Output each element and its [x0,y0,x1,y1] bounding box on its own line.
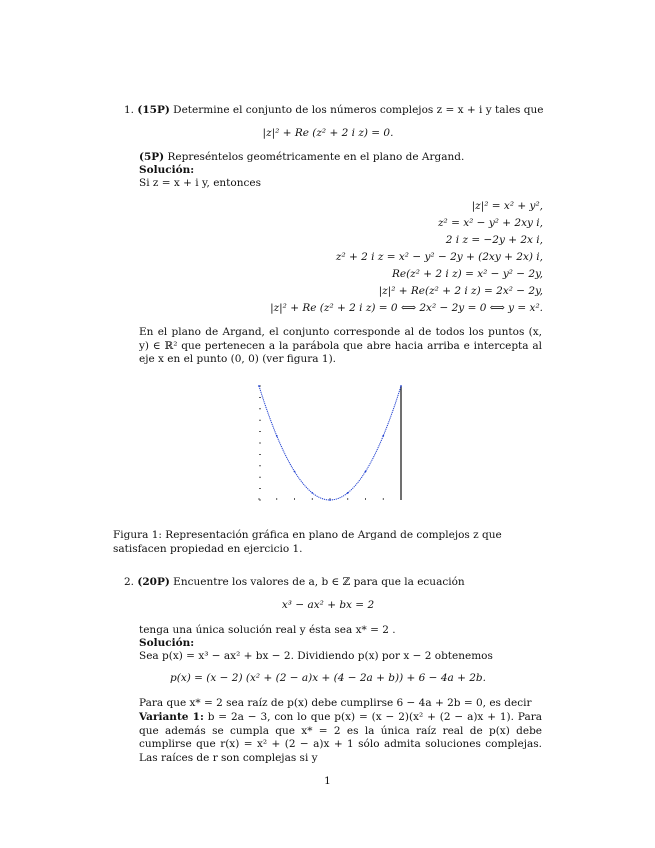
problem-number: 2. [124,576,135,588]
problem-1-heading [124,104,543,118]
parabola-point [400,385,402,387]
problem-2-condition: tenga una única solución real y ésta sea x* = 2 . [139,624,396,636]
parabola-point [347,492,349,494]
polynomial-division: p(x) = (x − 2) (x² + (2 − a)x + (4 − 2a + b)) + 6 − 4a + 2b. [170,672,486,684]
parabola-point [329,499,331,501]
problem-1-equation: |z|² + Re (z² + 2 i z) = 0. [262,127,394,139]
conclusion-paragraph: En el plano de Argand, el conjunto corresponde al de todos los puntos (x, y) ∈ ℝ² que pertenecen a la parábola que abre hacia arriba e intercepta al eje x en el punto (0, 0) (ver figura 1). [139,326,542,365]
root-condition: Para que x* = 2 sea raíz de p(x) debe cumplirse 6 − 4a + 2b = 0, es decir [139,697,532,709]
derivation-line: z² = x² − y² + 2xy i, [438,217,543,229]
solution-label: Solución: [139,164,195,176]
parabola-point [294,471,296,473]
derivation-line: |z|² + Re(z² + 2 i z) = 2x² − 2y, [378,285,543,297]
problem-2-equation: x³ − ax² + bx = 2 [281,599,375,611]
problem-points: (15P) [137,104,170,116]
parabola-curve [259,386,401,500]
parabola-point [382,435,384,437]
derivation-line: |z|² + Re (z² + 2 i z) = 0 ⟺ 2x² − 2y = 0 ⟺ y = x². [270,302,543,314]
derivation-line: Re(z² + 2 i z) = x² − y² − 2y, [391,268,543,280]
problem-statement: Encuentre los valores de a, b ∈ ℤ para que la ecuación [173,576,465,588]
variant-label: Variante 1: [139,711,204,723]
solution-label: Solución: [139,637,195,649]
problem-statement: Determine el conjunto de los números complejos z = x + i y tales que [173,104,544,116]
problem-points: (20P) [137,576,170,588]
parabola-point [365,471,367,473]
variant-text: b = 2a − 3, con lo que p(x) = (x − 2)(x² + (2 − a)x + 1). Para que además se cumpla que x* = 2 es la única raíz real de p(x) debe cumplirse que r(x) = x² + (2 − a)x + 1 sólo admita soluciones complejas. Las raíces de r son complejas si y [139,711,542,764]
problem-2-heading [124,576,465,590]
parabola-point [311,492,313,494]
figure-caption: Figura 1: Representación gráfica en plano de Argand de complejos z que satisfacen propiedad en ejercicio 1. [113,529,502,555]
solution-intro: Sea p(x) = x³ − ax² + bx − 2. Dividiendo p(x) por x − 2 obtenemos [139,650,493,662]
page-number: 1 [324,775,331,787]
variant-paragraph [139,711,542,765]
parabola-point [276,435,278,437]
derivation-line: 2 i z = −2y + 2x i, [445,234,543,246]
parabola-point [258,385,260,387]
derivation-line: z² + 2 i z = x² − y² − 2y + (2xy + 2x) i, [335,251,543,263]
derivation-line: |z|² = x² + y², [471,200,543,212]
subpart-statement: Represéntelos geométricamente en el plano de Argand. [167,151,465,163]
parabola-figure [250,380,410,512]
problem-1-subpart [139,151,464,165]
subpart-points: (5P) [139,151,165,163]
solution-intro: Si z = x + i y, entonces [139,177,261,189]
problem-number: 1. [124,104,135,116]
